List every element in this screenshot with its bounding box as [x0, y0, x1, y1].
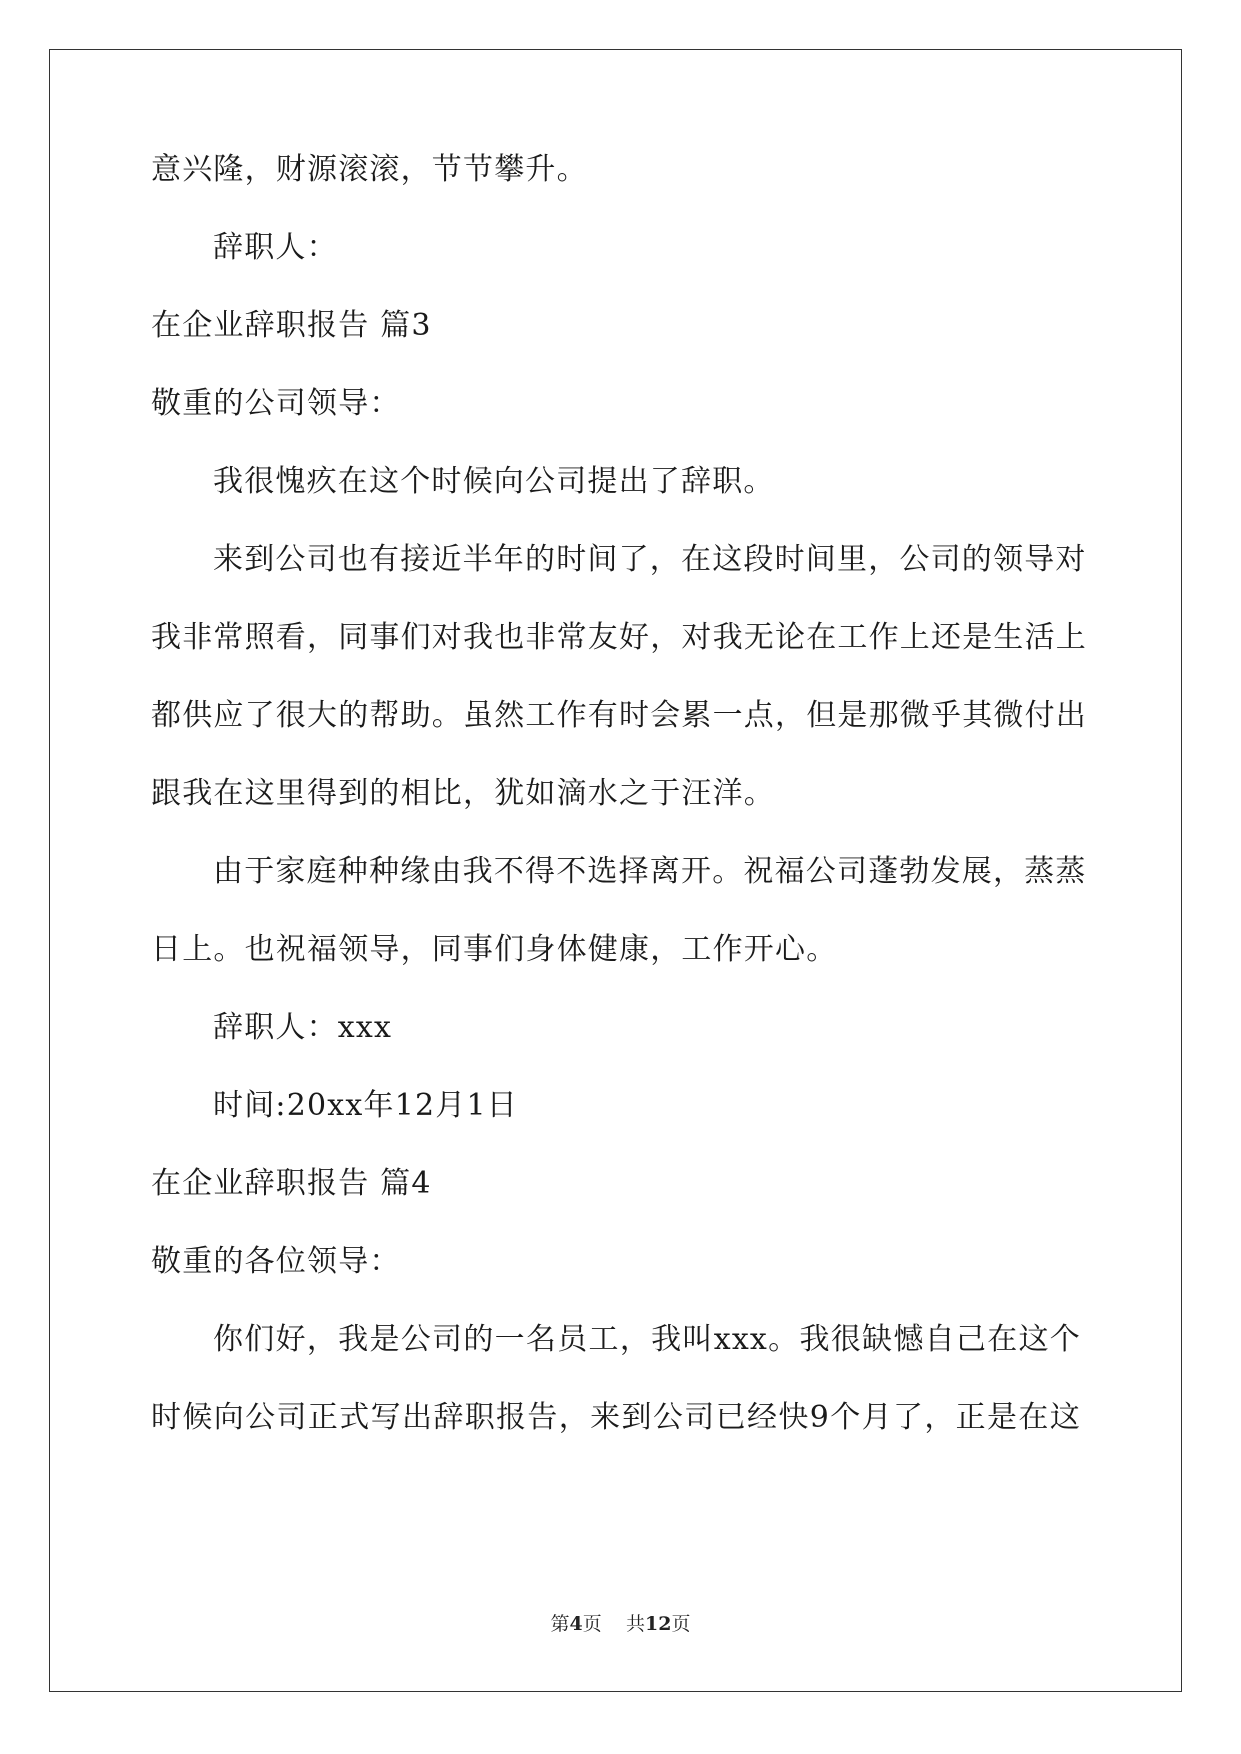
text-line: 我很愧疚在这个时候向公司提出了辞职。 — [213, 464, 775, 499]
total-pages: 12 — [644, 1613, 672, 1635]
page-number: 4 — [569, 1613, 583, 1635]
signature-line: 辞职人：xxx — [213, 1010, 393, 1045]
text-line: 你们好，我是公司的一名员工，我叫xxx。我很缺憾自己在这个 — [213, 1322, 1081, 1357]
text-line: 跟我在这里得到的相比，犹如滴水之于汪洋。 — [151, 776, 775, 811]
footer-total-unit: 页 — [671, 1613, 691, 1635]
footer-prefix: 第 — [550, 1613, 570, 1635]
text-line: 时候向公司正式写出辞职报告，来到公司已经快9个月了，正是在这 — [151, 1400, 1081, 1435]
text-line: 日上。也祝福领导，同事们身体健康，工作开心。 — [151, 932, 838, 967]
signature-line: 辞职人： — [213, 230, 338, 265]
footer-page-unit: 页 — [582, 1613, 602, 1635]
text-line: 由于家庭种种缘由我不得不选择离开。祝福公司蓬勃发展，蒸蒸 — [213, 854, 1087, 889]
text-line: 我非常照看，同事们对我也非常友好，对我无论在工作上还是生活上 — [151, 620, 1087, 655]
text-line: 都供应了很大的帮助。虽然工作有时会累一点，但是那微乎其微付出 — [151, 698, 1087, 733]
salutation: 敬重的公司领导： — [151, 386, 401, 421]
text-line: 意兴隆，财源滚滚，节节攀升。 — [151, 152, 588, 187]
page-footer — [0, 1612, 1241, 1636]
section-heading: 在企业辞职报告 篇4 — [151, 1166, 432, 1201]
footer-total-prefix: 共 — [625, 1613, 645, 1635]
date-line: 时间:20xx年12月1日 — [213, 1088, 518, 1123]
section-heading: 在企业辞职报告 篇3 — [151, 308, 432, 343]
salutation: 敬重的各位领导： — [151, 1244, 401, 1279]
text-line: 来到公司也有接近半年的时间了，在这段时间里，公司的领导对 — [213, 542, 1087, 577]
